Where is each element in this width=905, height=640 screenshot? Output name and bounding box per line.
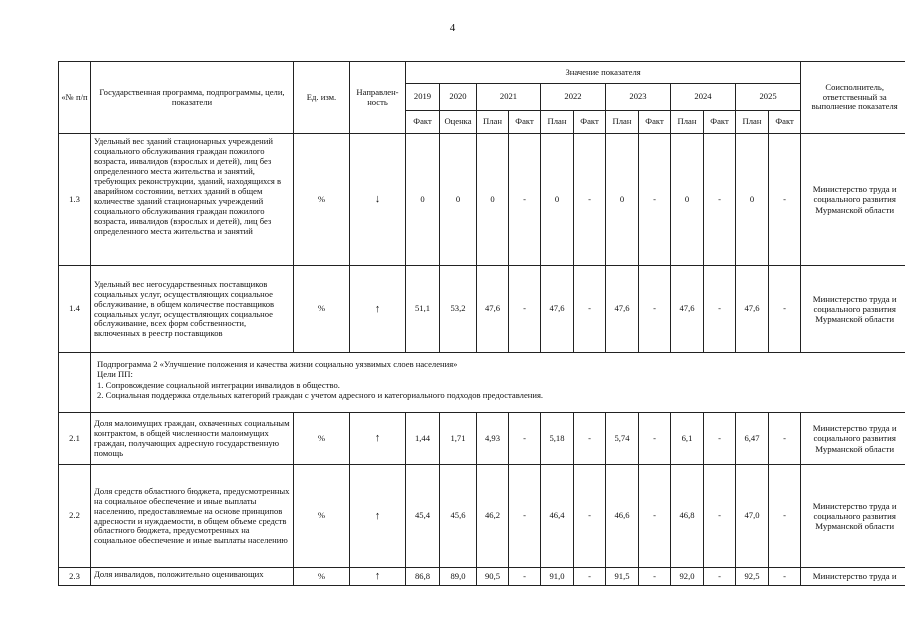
- value-cell: 53,2: [440, 266, 477, 353]
- header-sub: Факт: [769, 111, 801, 134]
- header-program: Государственная программа, подпрограммы, цели, показатели: [91, 62, 294, 134]
- value-cell: -: [509, 413, 541, 465]
- value-cell: -: [639, 266, 671, 353]
- value-cell: -: [704, 134, 736, 266]
- header-sub: Факт: [406, 111, 440, 134]
- header-sub: Факт: [574, 111, 606, 134]
- value-cell: 46,2: [477, 465, 509, 568]
- value-cell: 91,5: [606, 568, 639, 586]
- indicator-name: Доля инвалидов, положительно оценивающих: [91, 568, 294, 586]
- value-cell: 0: [541, 134, 574, 266]
- indicators-table: [58, 61, 905, 586]
- header-sub: План: [671, 111, 704, 134]
- executor-cell: Министерство труда и социального развития Мурманской области: [801, 413, 905, 465]
- indicator-name: Доля средств областного бюджета, предусмотренных на социальное обеспечение и иные выплаты населению, предоставляемые на основе принципов адресности и нуждаемости, в общем объеме средств областного бюджета, предусмотренных на социальное обеспечение и иные выплаты населению: [91, 465, 294, 568]
- value-cell: 0: [440, 134, 477, 266]
- subprogram-goals-label: Цели ПП:: [97, 369, 133, 380]
- subprogram-goal: 2. Социальная поддержка отдельных категорий граждан с учетом адресного и категориального подходов предоставления.: [97, 390, 544, 401]
- value-cell: 6,1: [671, 413, 704, 465]
- value-cell: -: [574, 568, 606, 586]
- row-unit: %: [294, 413, 350, 465]
- direction-down-arrow-icon: ↓: [350, 134, 406, 266]
- executor-cell: Министерство труда и социального развития Мурманской области: [801, 134, 905, 266]
- row-num: 2.3: [59, 568, 91, 586]
- value-cell: 89,0: [440, 568, 477, 586]
- page-number: 4: [449, 22, 456, 34]
- header-sub: План: [736, 111, 769, 134]
- header-sub: План: [477, 111, 509, 134]
- value-cell: 92,0: [671, 568, 704, 586]
- value-cell: -: [704, 465, 736, 568]
- indicator-name: Удельный вес зданий стационарных учреждений социального обслуживания граждан пожилого возраста, инвалидов (взрослых и детей), лиц без определенного места жительства и занятий, требующих реконструкции, зданий, находящихся в аварийном состоянии, ветхих зданий в общем количестве зданий стационарных учреждений социального обслуживания граждан пожилого возраста, инвалидов (взрослых и детей), лиц без определенного места жительства и занятий: [91, 134, 294, 266]
- header-year: 2023: [606, 84, 671, 111]
- row-num: [59, 353, 91, 413]
- header-num: «№ п/п: [59, 62, 91, 134]
- header-sub: Факт: [509, 111, 541, 134]
- value-cell: -: [509, 266, 541, 353]
- value-cell: 92,5: [736, 568, 769, 586]
- subprogram-description: [91, 353, 905, 413]
- header-year: 2025: [736, 84, 801, 111]
- table-row: [59, 413, 905, 465]
- value-cell: -: [509, 134, 541, 266]
- value-cell: 47,0: [736, 465, 769, 568]
- value-cell: 46,6: [606, 465, 639, 568]
- direction-up-arrow-icon: ↑: [350, 465, 406, 568]
- value-cell: 47,6: [477, 266, 509, 353]
- value-cell: -: [704, 568, 736, 586]
- value-cell: 0: [477, 134, 509, 266]
- value-cell: 47,6: [671, 266, 704, 353]
- table-row: [59, 568, 905, 586]
- indicator-name: Удельный вес негосударственных поставщиков социальных услуг, осуществляющих социальное обслуживание, в общем количестве поставщиков социальных услуг, осуществляющих социальное обслуживание, всех форм собственности, включенных в реестр поставщиков: [91, 266, 294, 353]
- value-cell: 5,18: [541, 413, 574, 465]
- value-cell: 5,74: [606, 413, 639, 465]
- table-row: [59, 465, 905, 568]
- header-sub: План: [606, 111, 639, 134]
- value-cell: 0: [736, 134, 769, 266]
- header-sub: Оценка: [440, 111, 477, 134]
- header-year: 2022: [541, 84, 606, 111]
- header-year: 2019: [406, 84, 440, 111]
- value-cell: 45,6: [440, 465, 477, 568]
- row-unit: %: [294, 134, 350, 266]
- value-cell: 86,8: [406, 568, 440, 586]
- header-sub: Факт: [704, 111, 736, 134]
- header-unit: Ед. изм.: [294, 62, 350, 134]
- header-year: 2024: [671, 84, 736, 111]
- value-cell: 47,6: [606, 266, 639, 353]
- header-direction: Направлен-ность: [350, 62, 406, 134]
- table-row: [59, 134, 905, 266]
- subprogram-goal: 1. Сопровождение социальной интеграции инвалидов в общество.: [97, 379, 340, 390]
- row-num: 2.2: [59, 465, 91, 568]
- value-cell: -: [639, 568, 671, 586]
- row-num: 2.1: [59, 413, 91, 465]
- value-cell: -: [574, 266, 606, 353]
- value-cell: -: [639, 134, 671, 266]
- executor-cell: Министерство труда и: [801, 568, 905, 586]
- value-cell: 45,4: [406, 465, 440, 568]
- value-cell: -: [769, 465, 801, 568]
- value-cell: -: [509, 568, 541, 586]
- value-cell: 46,4: [541, 465, 574, 568]
- value-cell: -: [639, 413, 671, 465]
- value-cell: -: [509, 465, 541, 568]
- indicator-name: Доля малоимущих граждан, охваченных социальным контрактом, в общей численности малоимущих граждан, получающих адресную государственную помощь: [91, 413, 294, 465]
- value-cell: 0: [406, 134, 440, 266]
- value-cell: 47,6: [541, 266, 574, 353]
- header-sub: Факт: [639, 111, 671, 134]
- value-cell: 90,5: [477, 568, 509, 586]
- direction-up-arrow-icon: ↑: [350, 413, 406, 465]
- row-num: 1.3: [59, 134, 91, 266]
- header-executor: Соисполнитель, ответственный за выполнение показателя: [801, 62, 905, 134]
- value-cell: -: [574, 465, 606, 568]
- value-cell: 1,71: [440, 413, 477, 465]
- header-year: 2020: [440, 84, 477, 111]
- table-row: [59, 266, 905, 353]
- value-cell: 46,8: [671, 465, 704, 568]
- value-cell: -: [704, 413, 736, 465]
- value-cell: 0: [671, 134, 704, 266]
- row-unit: %: [294, 465, 350, 568]
- header-sub: План: [541, 111, 574, 134]
- subprogram-title: Подпрограмма 2 «Улучшение положения и качества жизни социально уязвимых слоев населения»: [97, 359, 458, 369]
- value-cell: -: [769, 568, 801, 586]
- value-cell: -: [639, 465, 671, 568]
- header-value-group: Значение показателя: [406, 62, 801, 84]
- value-cell: -: [769, 134, 801, 266]
- value-cell: 6,47: [736, 413, 769, 465]
- value-cell: 91,0: [541, 568, 574, 586]
- value-cell: -: [769, 413, 801, 465]
- row-unit: %: [294, 266, 350, 353]
- value-cell: -: [769, 266, 801, 353]
- value-cell: -: [704, 266, 736, 353]
- value-cell: -: [574, 413, 606, 465]
- value-cell: 1,44: [406, 413, 440, 465]
- row-num: 1.4: [59, 266, 91, 353]
- row-unit: %: [294, 568, 350, 586]
- executor-cell: Министерство труда и социального развития Мурманской области: [801, 465, 905, 568]
- value-cell: 0: [606, 134, 639, 266]
- direction-up-arrow-icon: ↑: [350, 568, 406, 586]
- value-cell: 51,1: [406, 266, 440, 353]
- executor-cell: Министерство труда и социального развития Мурманской области: [801, 266, 905, 353]
- value-cell: -: [574, 134, 606, 266]
- header-year: 2021: [477, 84, 541, 111]
- direction-up-arrow-icon: ↑: [350, 266, 406, 353]
- value-cell: 4,93: [477, 413, 509, 465]
- subprogram-row: [59, 353, 905, 413]
- value-cell: 47,6: [736, 266, 769, 353]
